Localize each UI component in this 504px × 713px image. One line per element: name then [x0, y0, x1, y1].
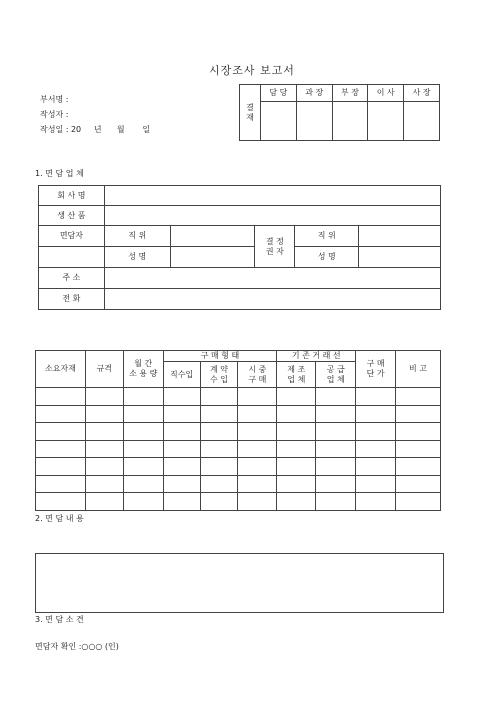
table-cell[interactable] — [36, 458, 86, 476]
col-remarks: 비 고 — [396, 351, 441, 388]
approval-role: 담 당 — [261, 85, 297, 102]
table-cell[interactable] — [277, 458, 316, 476]
table-cell[interactable] — [277, 493, 316, 511]
col-monthly: 월 간 소 용 량 — [123, 351, 163, 388]
table-cell[interactable] — [238, 405, 277, 423]
table-cell[interactable] — [36, 493, 86, 511]
table-row — [36, 405, 441, 423]
table-cell[interactable] — [316, 493, 356, 511]
table-cell[interactable] — [36, 388, 86, 406]
table-cell[interactable] — [277, 440, 316, 458]
table-cell[interactable] — [36, 423, 86, 441]
name2-input[interactable] — [359, 247, 441, 268]
table-cell[interactable] — [85, 475, 123, 493]
position2-input[interactable] — [359, 226, 441, 247]
date-field: 작성일 : 20 년 월 일 — [40, 125, 151, 134]
table-cell[interactable] — [200, 493, 238, 511]
col-market-purchase: 시 중 구 매 — [238, 362, 277, 388]
table-cell[interactable] — [238, 388, 277, 406]
signature-cell[interactable] — [368, 102, 404, 141]
material-table — [35, 350, 441, 511]
table-cell[interactable] — [238, 475, 277, 493]
table-cell[interactable] — [200, 458, 238, 476]
table-cell[interactable] — [163, 423, 200, 441]
table-cell[interactable] — [200, 475, 238, 493]
page-title: 시장조사 보고서 — [209, 64, 295, 77]
table-cell[interactable] — [396, 423, 441, 441]
signature-cell[interactable] — [404, 102, 440, 141]
product-label: 생 산 품 — [39, 206, 105, 226]
table-cell[interactable] — [356, 423, 396, 441]
table-cell[interactable] — [316, 458, 356, 476]
approval-role: 과 장 — [296, 85, 332, 102]
table-cell[interactable] — [316, 388, 356, 406]
table-cell[interactable] — [123, 475, 163, 493]
table-cell[interactable] — [200, 388, 238, 406]
table-cell[interactable] — [356, 493, 396, 511]
table-cell[interactable] — [200, 423, 238, 441]
approval-role: 사 장 — [404, 85, 440, 102]
table-cell[interactable] — [396, 493, 441, 511]
table-cell[interactable] — [277, 388, 316, 406]
table-cell[interactable] — [356, 405, 396, 423]
phone-input[interactable] — [104, 289, 440, 310]
company-input[interactable] — [104, 186, 440, 206]
phone-label: 전 화 — [39, 289, 105, 310]
table-cell[interactable] — [316, 440, 356, 458]
table-cell[interactable] — [163, 440, 200, 458]
table-cell[interactable] — [85, 405, 123, 423]
address-input[interactable] — [104, 268, 440, 289]
col-spec: 규격 — [85, 351, 123, 388]
table-cell[interactable] — [396, 458, 441, 476]
section2-heading: 2. 면 담 내 용 — [35, 514, 84, 523]
table-cell[interactable] — [123, 388, 163, 406]
table-cell[interactable] — [238, 440, 277, 458]
table-cell[interactable] — [356, 475, 396, 493]
col-contract-import: 계 약 수 입 — [200, 362, 238, 388]
table-cell[interactable] — [163, 388, 200, 406]
table-cell[interactable] — [85, 440, 123, 458]
col-maker: 제 조 업 체 — [277, 362, 316, 388]
table-cell[interactable] — [36, 475, 86, 493]
table-cell[interactable] — [356, 388, 396, 406]
table-cell[interactable] — [316, 475, 356, 493]
interviewee-input[interactable] — [39, 247, 105, 268]
interviewee-label: 면담자 — [39, 226, 105, 247]
signature-cell[interactable] — [332, 102, 368, 141]
product-input[interactable] — [104, 206, 440, 226]
table-cell[interactable] — [277, 475, 316, 493]
table-cell[interactable] — [316, 405, 356, 423]
col-direct-import: 직수입 — [163, 362, 200, 388]
table-cell[interactable] — [123, 493, 163, 511]
interview-content-box[interactable] — [35, 553, 444, 613]
table-row — [36, 458, 441, 476]
table-cell[interactable] — [396, 440, 441, 458]
name2-label: 성 명 — [295, 247, 359, 268]
author-field: 작성자 : — [40, 110, 69, 119]
table-row — [36, 475, 441, 493]
col-unit-price: 구 매 단 가 — [356, 351, 396, 388]
approval-table — [239, 84, 440, 141]
signature-cell[interactable] — [261, 102, 297, 141]
company-label: 회 사 명 — [39, 186, 105, 206]
table-cell[interactable] — [396, 475, 441, 493]
name-input[interactable] — [170, 247, 255, 268]
col-purchase-type: 구 매 형 태 — [163, 351, 277, 362]
table-cell[interactable] — [123, 440, 163, 458]
table-cell[interactable] — [356, 440, 396, 458]
table-cell[interactable] — [396, 388, 441, 406]
table-row — [36, 423, 441, 441]
col-existing-supplier: 기 존 거 래 선 — [277, 351, 356, 362]
table-cell[interactable] — [238, 423, 277, 441]
approval-side-label: 결 재 — [240, 85, 261, 141]
table-cell[interactable] — [396, 405, 441, 423]
interviewer-confirm: 면담자 확인 :○○○ (인) — [35, 642, 119, 651]
position-input[interactable] — [170, 226, 255, 247]
company-table — [38, 185, 441, 310]
signature-cell[interactable] — [296, 102, 332, 141]
table-cell[interactable] — [277, 405, 316, 423]
table-cell[interactable] — [85, 458, 123, 476]
table-cell[interactable] — [200, 405, 238, 423]
table-cell[interactable] — [163, 458, 200, 476]
table-cell[interactable] — [123, 405, 163, 423]
table-row — [36, 388, 441, 406]
position-label: 직 위 — [104, 226, 170, 247]
position2-label: 직 위 — [295, 226, 359, 247]
table-cell[interactable] — [200, 440, 238, 458]
table-cell[interactable] — [85, 388, 123, 406]
table-cell[interactable] — [277, 423, 316, 441]
table-cell[interactable] — [85, 423, 123, 441]
table-row — [36, 440, 441, 458]
address-label: 주 소 — [39, 268, 105, 289]
approval-role: 이 사 — [368, 85, 404, 102]
table-row — [36, 493, 441, 511]
table-cell[interactable] — [85, 493, 123, 511]
table-cell[interactable] — [238, 493, 277, 511]
table-cell[interactable] — [36, 405, 86, 423]
col-supplier: 공 급 업 체 — [316, 362, 356, 388]
table-cell[interactable] — [163, 493, 200, 511]
table-cell[interactable] — [36, 440, 86, 458]
table-cell[interactable] — [238, 458, 277, 476]
table-cell[interactable] — [316, 423, 356, 441]
section1-heading: 1. 면 담 업 체 — [35, 169, 84, 178]
name-label: 성 명 — [104, 247, 170, 268]
dept-field: 부서명 : — [40, 95, 69, 104]
approval-role: 부 장 — [332, 85, 368, 102]
decision-maker-label: 결 정 권 자 — [255, 226, 295, 268]
table-cell[interactable] — [163, 475, 200, 493]
section3-heading: 3. 면 담 소 견 — [35, 615, 84, 624]
table-cell[interactable] — [123, 423, 163, 441]
table-cell[interactable] — [123, 458, 163, 476]
col-material: 소요자재 — [36, 351, 86, 388]
table-cell[interactable] — [356, 458, 396, 476]
table-cell[interactable] — [163, 405, 200, 423]
